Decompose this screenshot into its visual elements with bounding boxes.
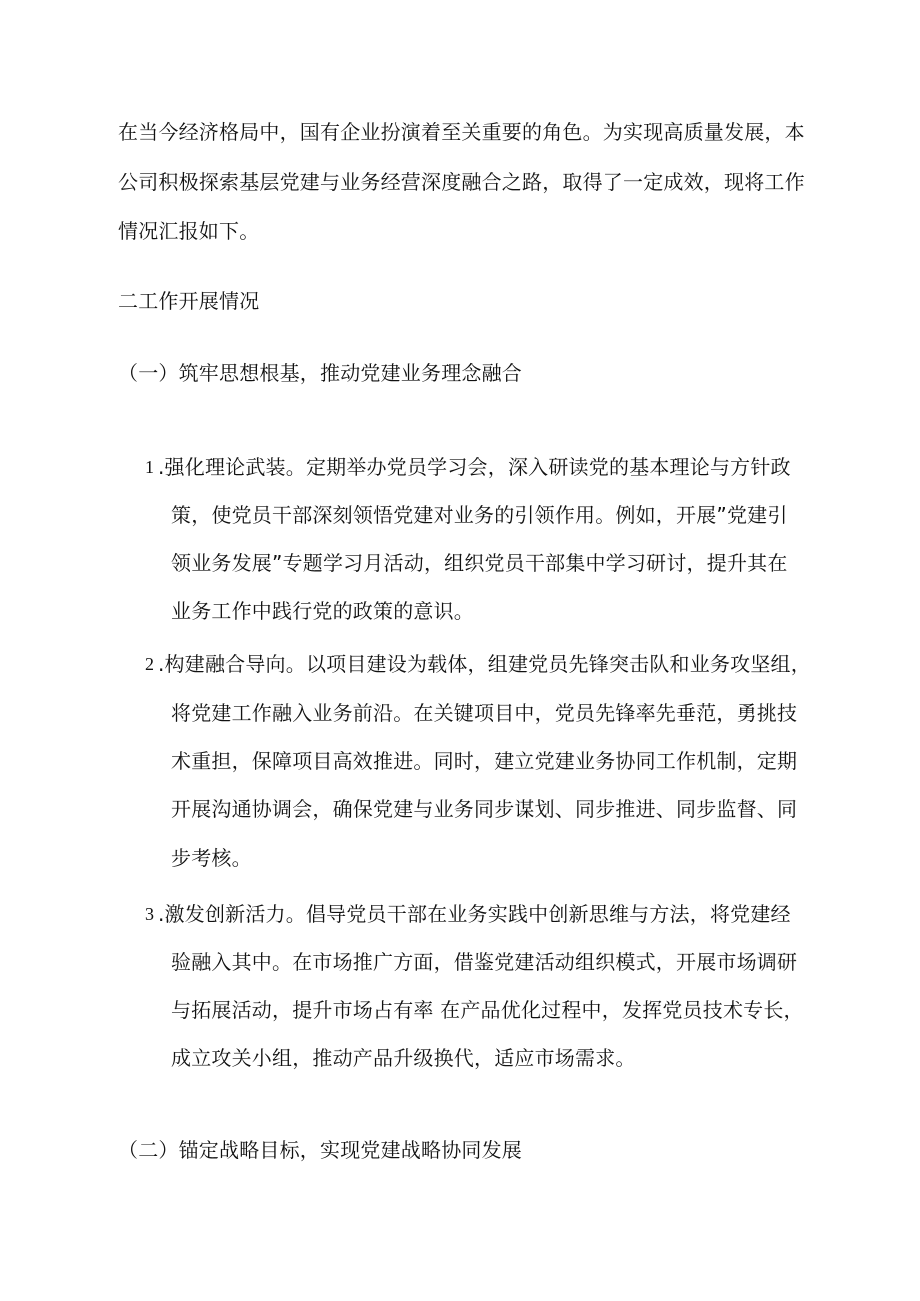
list-item-line: 术重担，保障项目高效推进。同时，建立党建业务协同工作机制，定期 xyxy=(171,749,798,773)
subsection-heading-1: （一）筑牢思想根基，推动党建业务理念融合 xyxy=(118,361,522,385)
list-item-line: 步考核。 xyxy=(171,846,252,870)
list-item-line: 验融入其中。在市场推广方面，借鉴党建活动组织模式，开展市场调研 xyxy=(171,950,798,974)
list-item-line: 将党建工作融入业务前沿。在关键项目中，党员先锋率先垂范，勇挑技 xyxy=(171,701,798,725)
list-item-number: 2 xyxy=(145,654,154,674)
list-item-line: 业务工作中践行党的政策的意识。 xyxy=(171,599,474,623)
list-item-line: 领业务发展”专题学习月活动，组织党员干部集中学习研讨，提升其在 xyxy=(171,551,788,575)
list-item-number: 1 xyxy=(145,457,154,477)
list-item-line: .强化理论武装。定期举办党员学习会，深入研读党的基本理论与方针政 xyxy=(158,455,791,479)
list-item-line: 策，使党员干部深刻领悟党建对业务的引领作用。例如，开展”党建引 xyxy=(171,503,788,527)
subsection-heading-2: （二）锚定战略目标，实现党建战略协同发展 xyxy=(118,1138,522,1162)
list-item-line: .构建融合导向。以项目建设为载体，组建党员先锋突击队和业务攻坚组， xyxy=(158,652,811,676)
list-item-line: .激发创新活力。倡导党员干部在业务实践中创新思维与方法，将党建经 xyxy=(158,902,791,926)
list-item-number: 3 xyxy=(145,904,154,924)
section-heading: 二工作开展情况 xyxy=(118,289,260,313)
list-item-line: 成立攻关小组，推动产品升级换代，适应市场需求。 xyxy=(171,1046,636,1070)
list-item-line: 开展沟通协调会，确保党建与业务同步谋划、同步推进、同步监督、同 xyxy=(171,797,798,821)
list-item-line: 与拓展活动，提升市场占有率 在产品优化过程中，发挥党员技术专长， xyxy=(171,998,804,1022)
intro-line: 公司积极探索基层党建与业务经营深度融合之路，取得了一定成效，现将工作 xyxy=(118,170,805,194)
intro-line: 情况汇报如下。 xyxy=(118,219,260,243)
intro-line: 在当今经济格局中，国有企业扮演着至关重要的角色。为实现高质量发展，本 xyxy=(118,120,805,144)
